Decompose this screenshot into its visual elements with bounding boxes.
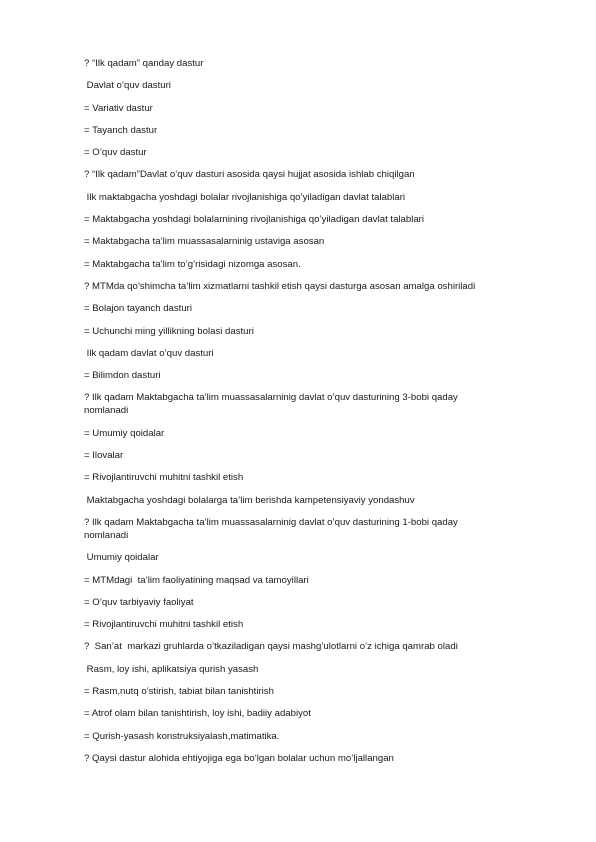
- answer-line: = O’quv dastur: [84, 147, 147, 159]
- answer-line: = Atrof olam bilan tanishtirish, loy ishi, badiiy adabiyot: [84, 708, 311, 720]
- answer-line: Rasm, loy ishi, aplikatsiya qurish yasash: [84, 663, 259, 675]
- document-body: [84, 57, 524, 774]
- answer-line: = Maktabgacha ta’lim muassasalarninig ustaviga asosan: [84, 236, 325, 248]
- answer-line: = Rivojlantiruvchi muhitni tashkil etish: [84, 472, 244, 484]
- answer-line: = O’quv tarbiyaviy faoliyat: [84, 596, 194, 608]
- answer-line: = MTMdagi ta’lim faoliyatining maqsad va tamoyillari: [84, 574, 309, 586]
- answer-line: = Qurish-yasash konstruksiyalash,matimatika.: [84, 730, 280, 742]
- question-line: ? “Ilk qadam”Davlat o’quv dasturi asosida qaysi hujjat asosida ishlab chiqilgan: [84, 169, 415, 181]
- answer-line: Umumiy qoidalar: [84, 552, 159, 564]
- question-line: ? “Ilk qadam” qanday dastur: [84, 58, 204, 69]
- answer-line: = Bolajon tayanch dasturi: [84, 303, 192, 315]
- answer-line: = Rasm,nutq o’stirish, tabiat bilan tanishtirish: [84, 686, 274, 698]
- answer-line: = Uchunchi ming yillikning bolasi dasturi: [84, 325, 254, 337]
- question-line: ? Qaysi dastur alohida ehtiyojiga ega bo’lgan bolalar uchun mo’ljallangan: [84, 752, 394, 764]
- question-line: ? MTMda qo’shimcha ta’lim xizmatlarni tashkil etish qaysi dasturga asosan amalga oshiriladi: [84, 280, 476, 292]
- answer-line: = Tayanch dastur: [84, 124, 158, 136]
- answer-line: Ilk maktabgacha yoshdagi bolalar rivojlanishiga qo’yiladigan davlat talablari: [84, 191, 406, 203]
- answer-line: = Umumiy qoidalar: [84, 427, 165, 439]
- answer-line: = Variativ dastur: [84, 102, 153, 114]
- answer-line: Maktabgacha yoshdagi bolalarga ta’lim berishda kampetensiyaviy yondashuv: [84, 494, 415, 506]
- question-line: ? Ilk qadam Maktabgacha ta’lim muassasalarninig davlat o’quv dasturining 3-bobi qaday nomlanadi: [84, 392, 458, 417]
- answer-line: Ilk qadam davlat o’quv dasturi: [84, 347, 214, 359]
- answer-line: = Maktabgacha yoshdagi bolalarnining rivojlanishiga qo’yiladigan davlat talablari: [84, 214, 424, 226]
- question-line: ? San’at markazi gruhlarda o’tkaziladigan qaysi mashg’ulotlarni o’z ichiga qamrab oladi: [84, 641, 458, 653]
- answer-line: = Maktabgacha ta’lim to’g’risidagi nizomga asosan.: [84, 258, 301, 270]
- answer-line: = Ilovalar: [84, 450, 124, 462]
- answer-line: Davlat o’quv dasturi: [84, 80, 171, 92]
- answer-line: = Bilimdon dasturi: [84, 370, 161, 382]
- question-line: ? Ilk qadam Maktabgacha ta’lim muassasalarninig davlat o’quv dasturining 1-bobi qaday nomlanadi: [84, 516, 458, 541]
- answer-line: = Rivojlantiruvchi muhitni tashkil etish: [84, 619, 244, 631]
